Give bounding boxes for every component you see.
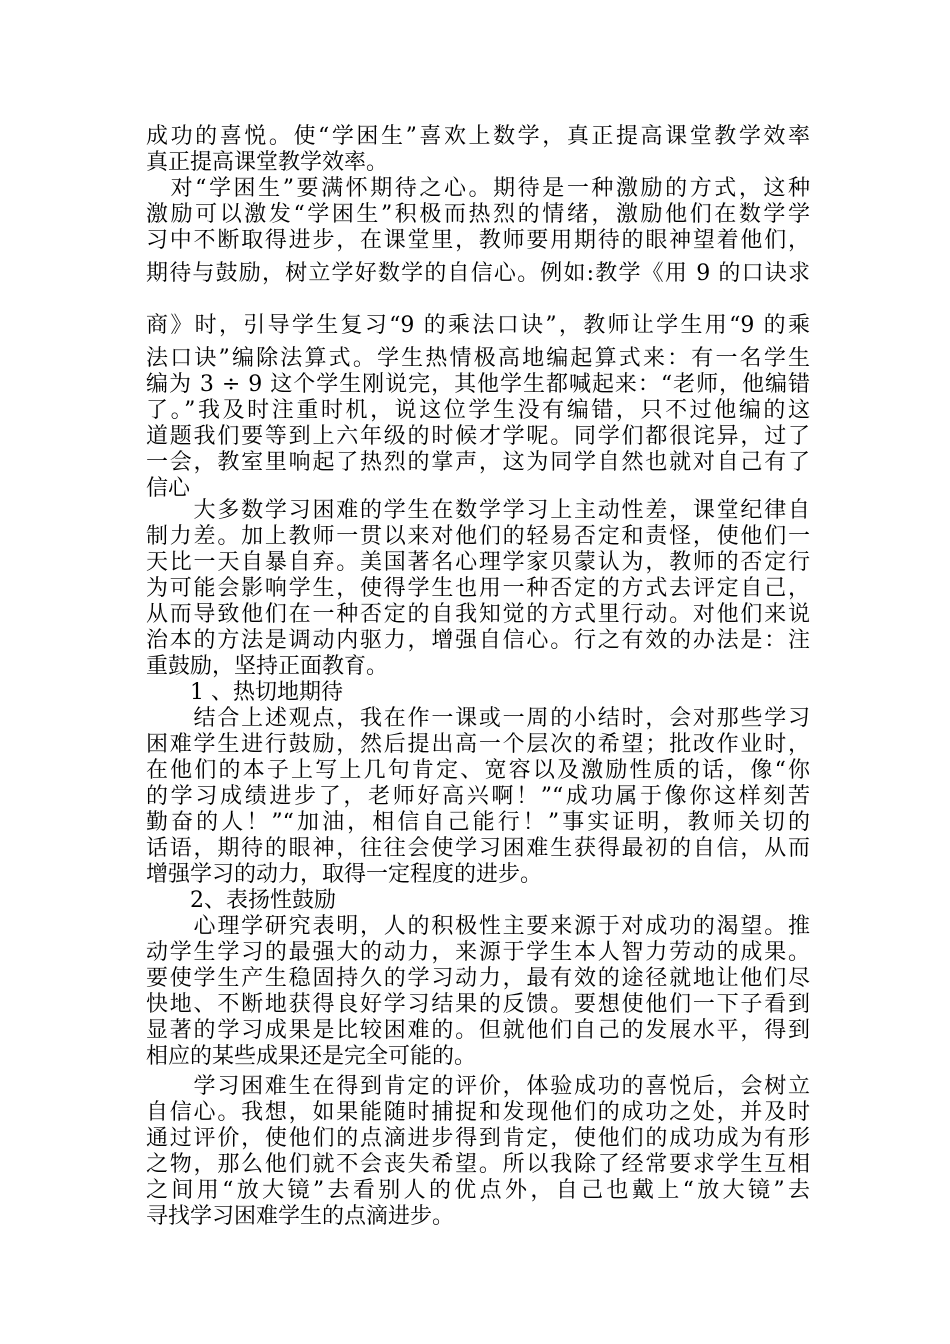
- text-line: 激励可以激发“学困生”积极而热烈的情绪，激励他们在数学学: [146, 202, 810, 227]
- text-line: 真正提高课堂教学效率。: [146, 150, 389, 175]
- text-line: 2、表扬性鼓励: [146, 888, 336, 913]
- text-line: 对“学困生”要满怀期待之心。期待是一种激励的方式，这种: [146, 176, 810, 201]
- text-line: 寻找学习困难学生的点滴进步。: [146, 1204, 455, 1229]
- text-line: 一会，教室里响起了热烈的掌声，这为同学自然也就对自己有了: [146, 450, 810, 475]
- text-line: 在他们的本子上写上几句肯定、宽容以及激励性质的话，像“你: [146, 758, 810, 783]
- text-line: 勤奋的人！”“加油，相信自己能行！”事实证明，教师关切的: [146, 810, 810, 835]
- text-line: 增强学习的动力，取得一定程度的进步。: [146, 862, 543, 887]
- text-line: 商》时，引导学生复习“9 的乘法口诀”，教师让学生用“9 的乘: [146, 313, 810, 338]
- text-line: 心理学研究表明，人的积极性主要来源于对成功的渴望。推: [146, 914, 810, 939]
- text-line: 的学习成绩进步了，老师好高兴啊！”“成功属于像你这样刻苦: [146, 784, 810, 809]
- text-line: 动学生学习的最强大的动力，来源于学生本人智力劳动的成果。: [146, 940, 810, 965]
- text-line: 要使学生产生稳固持久的学习动力，最有效的途径就地让他们尽: [146, 966, 810, 991]
- text-line: 从而导致他们在一种否定的自我知觉的方式里行动。对他们来说: [146, 602, 810, 627]
- text-line: 期待与鼓励，树立学好数学的自信心。例如:教学《用 9 的口诀求: [146, 261, 810, 286]
- text-line: 话语，期待的眼神，往往会使学习困难生获得最初的自信，从而: [146, 836, 810, 861]
- text-line: 结合上述观点，我在作一课或一周的小结时，会对那些学习: [146, 706, 810, 731]
- text-line: 1 、热切地期待: [146, 680, 343, 705]
- text-line: 之间用“放大镜”去看别人的优点外，自己也戴上“放大镜”去: [146, 1178, 810, 1203]
- text-line: 学习困难生在得到肯定的评价，体验成功的喜悦后，会树立: [146, 1074, 810, 1099]
- text-line: 治本的方法是调动内驱力，增强自信心。行之有效的办法是：注: [146, 628, 810, 653]
- text-line: 显著的学习成果是比较困难的。但就他们自己的发展水平，得到: [146, 1018, 810, 1043]
- text-line: 快地、不断地获得良好学习结果的反馈。要想使他们一下子看到: [146, 992, 810, 1017]
- text-line: 重鼓励，坚持正面教育。: [146, 654, 389, 679]
- text-line: 大多数学习困难的学生在数学学习上主动性差，课堂纪律自: [146, 498, 810, 523]
- text-line: 相应的某些成果还是完全可能的。: [146, 1044, 477, 1069]
- text-line: 自信心。我想，如果能随时捕捉和发现他们的成功之处，并及时: [146, 1100, 810, 1125]
- text-line: 信心: [146, 476, 191, 501]
- text-line: 为可能会影响学生，使得学生也用一种否定的方式去评定自己，: [146, 576, 810, 601]
- text-line: 编为 3 ÷ 9 这个学生刚说完，其他学生都喊起来：“老师，他编错: [146, 372, 810, 397]
- text-line: 成功的喜悦。使“学困生”喜欢上数学，真正提高课堂教学效率: [146, 124, 810, 149]
- text-line: 制力差。加上教师一贯以来对他们的轻易否定和责怪，使他们一: [146, 524, 810, 549]
- text-line: 通过评价，使他们的点滴进步得到肯定，使他们的成功成为有形: [146, 1126, 810, 1151]
- text-line: 道题我们要等到上六年级的时候才学呢。同学们都很诧异，过了: [146, 424, 810, 449]
- text-line: 习中不断取得进步，在课堂里，教师要用期待的眼神望着他们，: [146, 228, 810, 253]
- text-line: 困难学生进行鼓励，然后提出高一个层次的希望；批改作业时，: [146, 732, 810, 757]
- text-line: 法口诀”编除法算式。学生热情极高地编起算式来：有一名学生: [146, 346, 810, 371]
- text-line: 之物，那么他们就不会丧失希望。所以我除了经常要求学生互相: [146, 1152, 810, 1177]
- text-line: 了。”我及时注重时机，说这位学生没有编错，只不过他编的这: [146, 398, 810, 423]
- text-line: 天比一天自暴自弃。美国著名心理学家贝蒙认为，教师的否定行: [146, 550, 810, 575]
